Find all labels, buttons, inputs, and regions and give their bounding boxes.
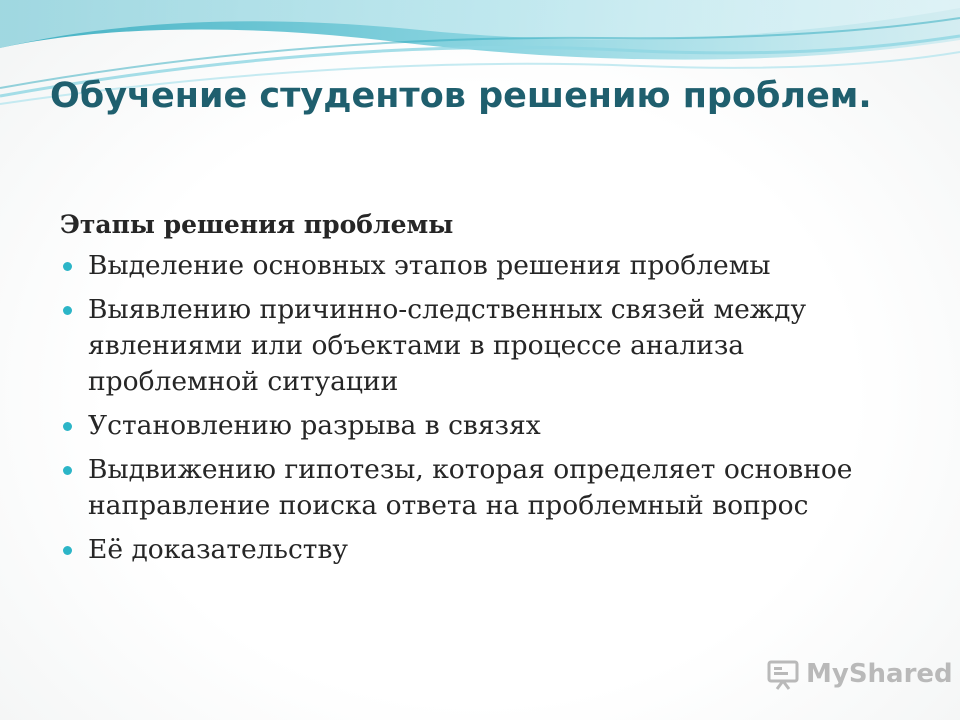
bullet-text: Выявлению причинно-следственных связей между явлениями или объектами в процессе анализа проблемной ситуации	[88, 294, 807, 397]
bullet-text: Выдвижению гипотезы, которая определяет основное направление поиска ответа на проблемный вопрос	[88, 454, 853, 521]
bullet-text: Её доказательству	[88, 534, 348, 565]
slide-title: Обучение студентов решению проблем.	[50, 76, 872, 116]
bullet-dot-icon	[63, 262, 72, 271]
bullet-dot-icon	[63, 422, 72, 431]
section-heading: Этапы решения проблемы	[60, 210, 454, 239]
list-item	[60, 452, 920, 524]
list-item	[60, 248, 920, 284]
slide-content	[60, 206, 920, 576]
watermark-text: MyShared	[806, 659, 953, 689]
list-item	[60, 408, 920, 444]
watermark	[766, 652, 953, 696]
bullet-dot-icon	[63, 306, 72, 315]
list-item	[60, 532, 920, 568]
list-item	[60, 292, 920, 400]
bullet-dot-icon	[63, 546, 72, 555]
bullet-text: Установлению разрыва в связях	[88, 410, 541, 441]
bullet-list	[60, 248, 920, 568]
bullet-text: Выделение основных этапов решения проблемы	[88, 250, 771, 281]
presentation-board-icon	[766, 657, 800, 691]
bullet-dot-icon	[63, 466, 72, 475]
